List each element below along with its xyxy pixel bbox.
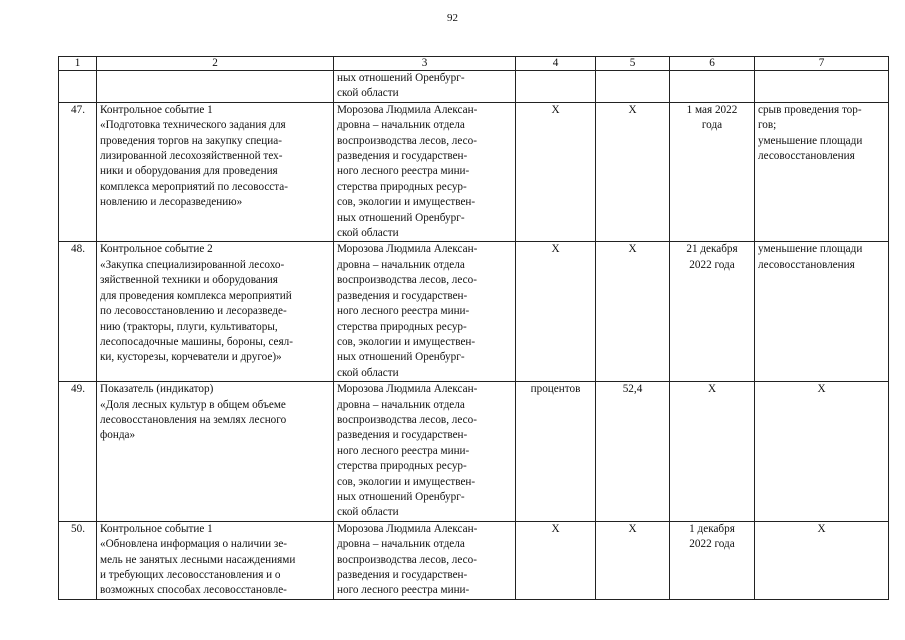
column-header: 4: [516, 57, 596, 71]
date-cell: 21 декабря 2022 года: [670, 242, 755, 382]
risk-cell: уменьшение площади лесовосстановления: [755, 242, 889, 382]
value-cell: Х: [596, 521, 670, 599]
continuation-row: [59, 71, 889, 103]
responsible-cell: Морозова Людмила Алексан- дровна – начальник отдела воспроизводства лесов, лесо- разведения и государствен- ного лесного реестра мини- стерства природных ресур- сов, экологии и имуществен- ных отношений Оренбург- ской области: [334, 102, 516, 242]
table-row: [59, 382, 889, 522]
table-row: [59, 242, 889, 382]
unit-cell: процентов: [516, 382, 596, 522]
event-cell: Контрольное событие 1 «Подготовка технического задания для проведения торгов на закупку специа- лизированной лесохозяйственной тех- ники и оборудования для проведения комплекса мероприятий по лесовосста- новлению и лесоразведению»: [97, 102, 334, 242]
date-cell: 1 мая 2022 года: [670, 102, 755, 242]
column-number-row: [59, 57, 889, 71]
event-cell: Показатель (индикатор) «Доля лесных культур в общем объеме лесовосстановления на землях лесного фонда»: [97, 382, 334, 522]
value-cell: Х: [596, 102, 670, 242]
risk-cell: Х: [755, 382, 889, 522]
column-header: 7: [755, 57, 889, 71]
row-number: 47.: [59, 102, 97, 242]
risk-cell: [755, 71, 889, 103]
value-cell: 52,4: [596, 382, 670, 522]
column-header: 5: [596, 57, 670, 71]
date-cell: [670, 71, 755, 103]
unit-cell: Х: [516, 521, 596, 599]
date-cell: Х: [670, 382, 755, 522]
column-header: 1: [59, 57, 97, 71]
risk-cell: срыв проведения тор- гов; уменьшение площади лесовосстановления: [755, 102, 889, 242]
row-number: 49.: [59, 382, 97, 522]
risk-cell: Х: [755, 521, 889, 599]
responsible-cell: Морозова Людмила Алексан- дровна – начальник отдела воспроизводства лесов, лесо- разведения и государствен- ного лесного реестра мини-: [334, 521, 516, 599]
event-cell: Контрольное событие 1 «Обновлена информация о наличии зе- мель не занятых лесными насаждениями и требующих лесовосстановления и о возможных способах лесовосстановле-: [97, 521, 334, 599]
date-cell: 1 декабря 2022 года: [670, 521, 755, 599]
responsible-cell: Морозова Людмила Алексан- дровна – начальник отдела воспроизводства лесов, лесо- разведения и государствен- ного лесного реестра мини- стерства природных ресур- сов, экологии и имуществен- ных отношений Оренбург- ской области: [334, 382, 516, 522]
row-number: 50.: [59, 521, 97, 599]
table-row: [59, 521, 889, 599]
unit-cell: [516, 71, 596, 103]
table-row: [59, 102, 889, 242]
column-header: 6: [670, 57, 755, 71]
responsible-cell: ных отношений Оренбург- ской области: [334, 71, 516, 103]
num-cell: [59, 71, 97, 103]
unit-cell: Х: [516, 242, 596, 382]
control-events-table: [58, 56, 889, 600]
row-number: 48.: [59, 242, 97, 382]
page-number: 92: [447, 12, 458, 24]
unit-cell: Х: [516, 102, 596, 242]
event-cell: [97, 71, 334, 103]
responsible-cell: Морозова Людмила Алексан- дровна – начальник отдела воспроизводства лесов, лесо- разведения и государствен- ного лесного реестра мини- стерства природных ресур- сов, экологии и имуществен- ных отношений Оренбург- ской области: [334, 242, 516, 382]
value-cell: [596, 71, 670, 103]
column-header: 3: [334, 57, 516, 71]
column-header: 2: [97, 57, 334, 71]
event-cell: Контрольное событие 2 «Закупка специализированной лесохо- зяйственной техники и оборудования для проведения комплекса мероприятий по лесовосстановлению и лесоразведе- нию (тракторы, плуги, культиваторы, лесопосадочные машины, бороны, сеял- ки, кусторезы, корчеватели и другое)»: [97, 242, 334, 382]
value-cell: Х: [596, 242, 670, 382]
